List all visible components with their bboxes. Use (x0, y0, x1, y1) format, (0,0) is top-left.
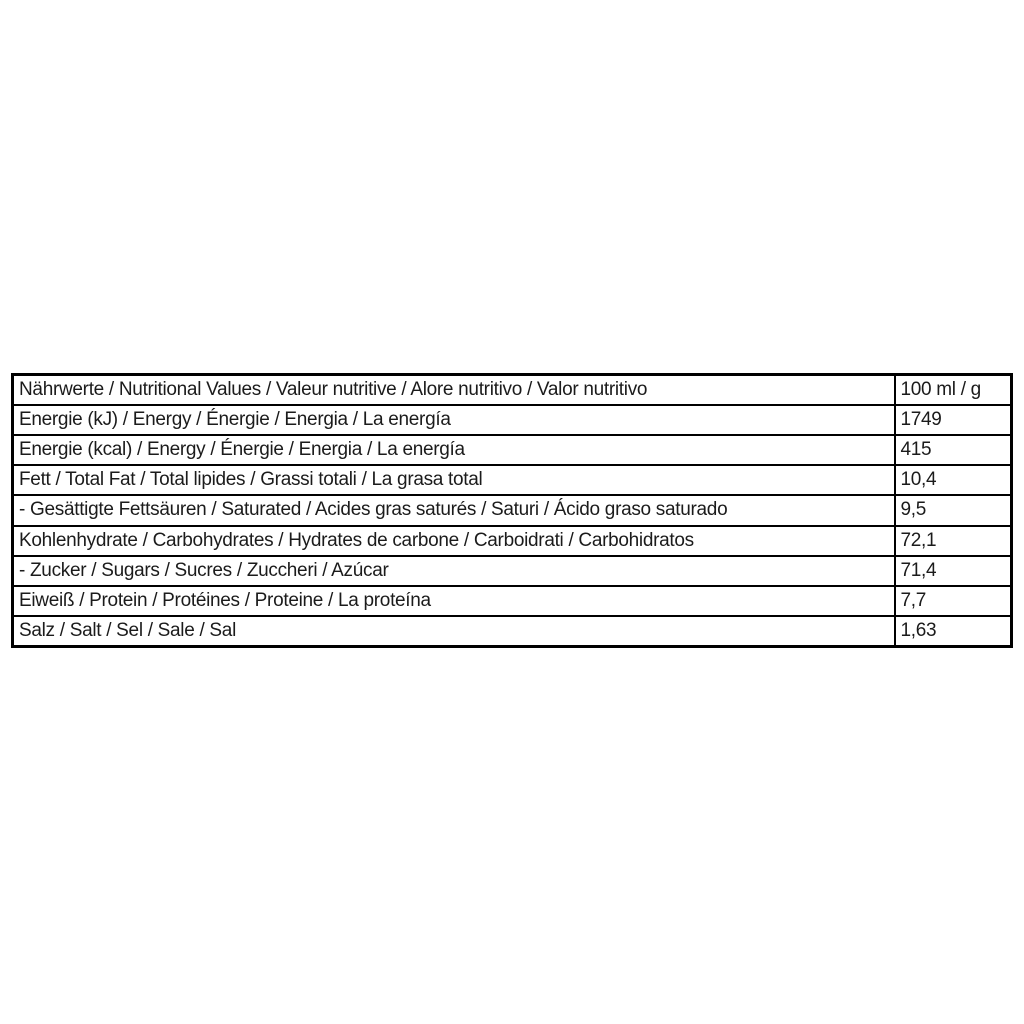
header-value-cell: 100 ml / g (895, 375, 1012, 406)
nutrition-table-container (11, 373, 1013, 648)
table-row (13, 495, 1012, 525)
row-value-cell: 7,7 (895, 586, 1012, 616)
row-label-cell: - Zucker / Sugars / Sucres / Zuccheri / Azúcar (13, 556, 895, 586)
row-value-cell: 1749 (895, 405, 1012, 435)
nutrition-table-body (13, 375, 1012, 647)
row-value-cell: 72,1 (895, 526, 1012, 556)
row-label-cell: Energie (kcal) / Energy / Énergie / Energia / La energía (13, 435, 895, 465)
nutrition-table (11, 373, 1013, 648)
table-row (13, 465, 1012, 495)
header-row (13, 375, 1012, 406)
table-row (13, 435, 1012, 465)
row-label-cell: Fett / Total Fat / Total lipides / Grassi totali / La grasa total (13, 465, 895, 495)
row-value-cell: 71,4 (895, 556, 1012, 586)
table-row (13, 556, 1012, 586)
table-row (13, 405, 1012, 435)
row-label-cell: Energie (kJ) / Energy / Énergie / Energia / La energía (13, 405, 895, 435)
row-value-cell: 10,4 (895, 465, 1012, 495)
table-row (13, 526, 1012, 556)
row-label-cell: Salz / Salt / Sel / Sale / Sal (13, 616, 895, 647)
row-label-cell: Eiweiß / Protein / Protéines / Proteine / La proteína (13, 586, 895, 616)
header-label-cell: Nährwerte / Nutritional Values / Valeur nutritive / Alore nutritivo / Valor nutritivo (13, 375, 895, 406)
table-row (13, 616, 1012, 647)
row-label-cell: - Gesättigte Fettsäuren / Saturated / Acides gras saturés / Saturi / Ácido graso saturado (13, 495, 895, 525)
row-value-cell: 1,63 (895, 616, 1012, 647)
row-label-cell: Kohlenhydrate / Carbohydrates / Hydrates de carbone / Carboidrati / Carbohidratos (13, 526, 895, 556)
row-value-cell: 415 (895, 435, 1012, 465)
table-row (13, 586, 1012, 616)
row-value-cell: 9,5 (895, 495, 1012, 525)
